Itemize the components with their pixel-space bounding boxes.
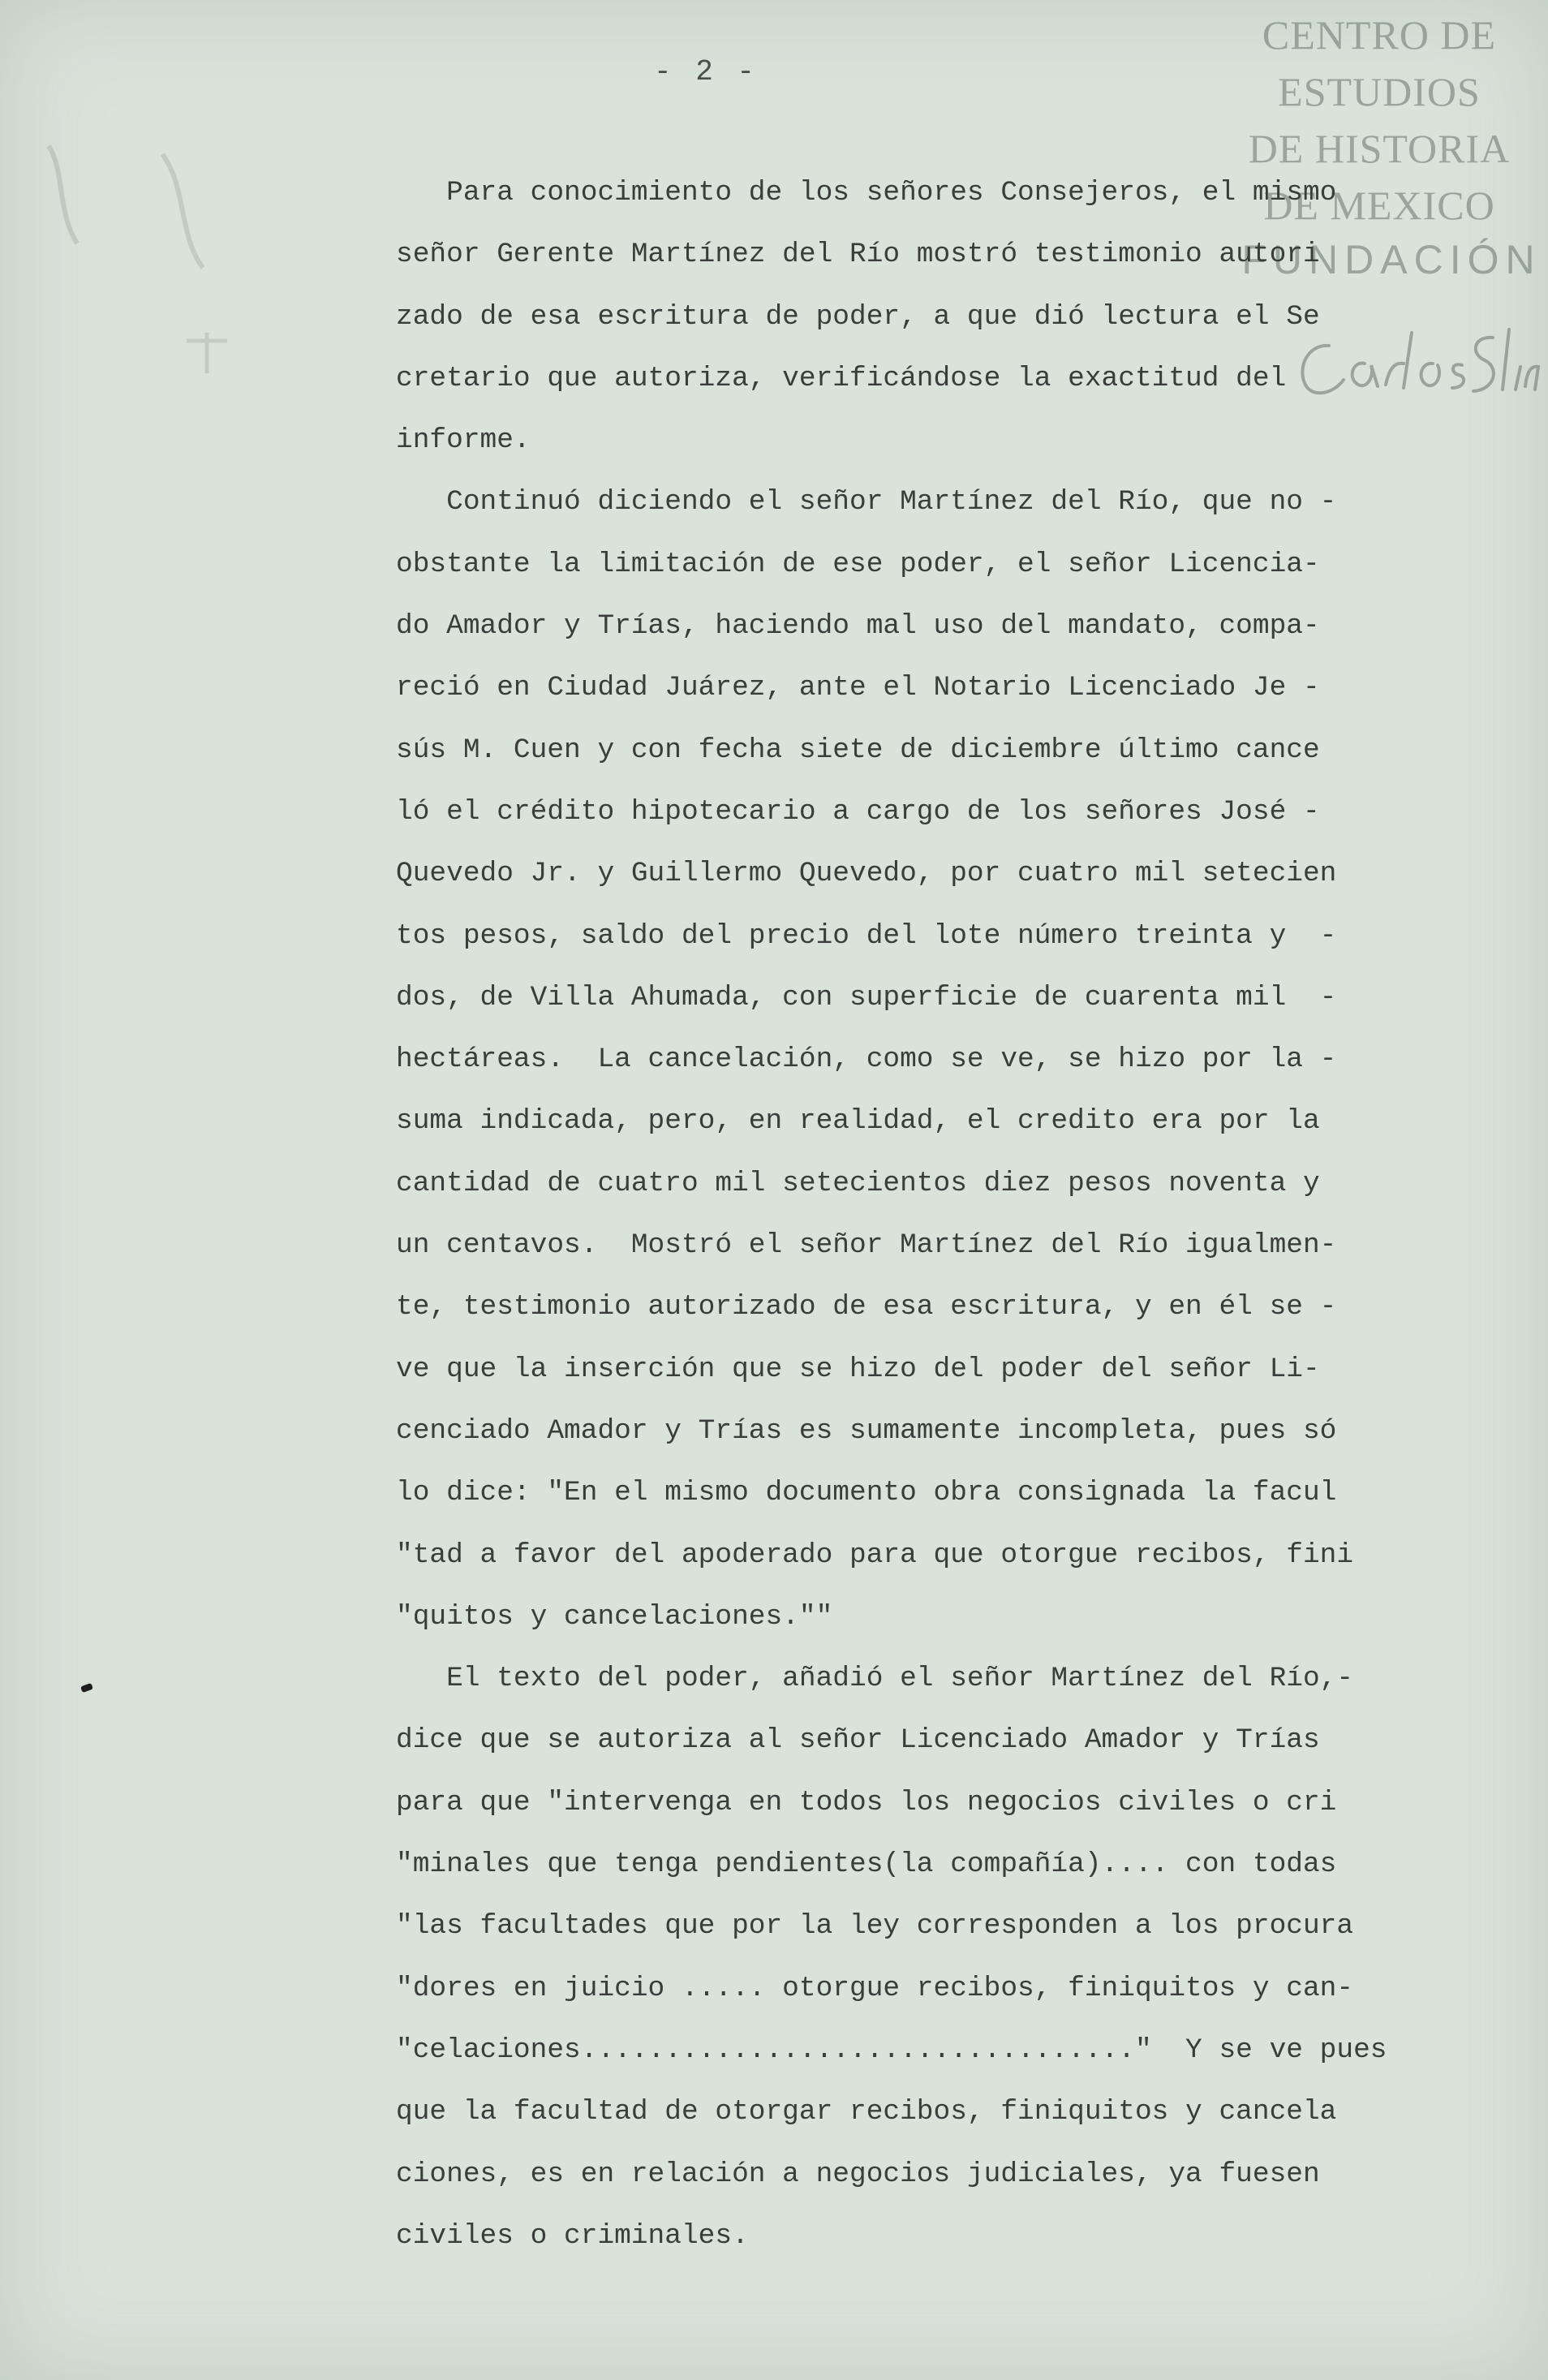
text-line: reció en Ciudad Juárez, ante el Notario Licenciado Je - [396,672,1320,704]
text-line: suma indicada, pero, en realidad, el credito era por la [396,1105,1320,1138]
text-line: "las facultades que por la ley corresponden a los procura [396,1910,1354,1943]
text-line: El texto del poder, añadió el señor Martínez del Río,- [396,1663,1354,1695]
text-line: cantidad de cuatro mil setecientos diez pesos noventa y [396,1167,1320,1199]
text-line: informe. [396,424,531,457]
text-line: "minales que tenga pendientes(la compañía).... con todas [396,1848,1337,1881]
text-line: te, testimonio autorizado de esa escritura, y en él se - [396,1291,1337,1323]
text-line: do Amador y Trías, haciendo mal uso del mandato, compa- [396,610,1320,643]
watermark-line: DE HISTORIA [1248,126,1511,171]
watermark-line: ESTUDIOS [1278,69,1481,114]
text-line: cretario que autoriza, verificándose la exactitud del [396,362,1287,394]
text-line: zado de esa escritura de poder, a que dió lectura el Se [396,300,1320,333]
text-line: que la facultad de otorgar recibos, finiquitos y cancela [396,2096,1337,2128]
text-line: "tad a favor del apoderado para que otorgue recibos, fini [396,1539,1354,1571]
watermark-line: DE MEXICO [1263,183,1495,228]
text-line: para que "intervenga en todos los negocios civiles o cri [396,1786,1337,1818]
text-line: Continuó diciendo el señor Martínez del Río, que no - [396,486,1337,519]
text-line: Quevedo Jr. y Guillermo Quevedo, por cuatro mil setecien [396,858,1337,890]
text-line: ve que la inserción que se hizo del poder del señor Li- [396,1353,1320,1385]
text-line: un centavos. Mostró el señor Martínez del Río igualmen- [396,1229,1337,1262]
text-line: obstante la limitación de ese poder, el señor Licencia- [396,548,1320,580]
text-line: dice que se autoriza al señor Licenciado Amador y Trías [396,1724,1320,1757]
text-line: lo dice: "En el mismo documento obra consignada la facul [396,1477,1337,1509]
ink-spot [80,1683,93,1693]
page-number: - 2 - [653,55,759,88]
typed-letter-body [396,162,1418,2267]
watermark-foundation: FUNDACIÓN [1241,237,1542,282]
text-line: dos, de Villa Ahumada, con superficie de cuarenta mil - [396,981,1337,1014]
text-line: hectáreas. La cancelación, como se ve, se hizo por la - [396,1044,1337,1076]
text-line: "celaciones................................." Y se ve pues [396,2034,1387,2066]
text-line: ló el crédito hipotecario a cargo de los señores José - [396,795,1320,828]
text-line: señor Gerente Martínez del Río mostró testimonio autori [396,239,1320,271]
text-line: "dores en juicio ..... otorgue recibos, finiquitos y can- [396,1972,1354,2004]
text-line: ciones, es en relación a negocios judiciales, ya fuesen [396,2158,1320,2190]
text-line: sús M. Cuen y con fecha siete de diciembre último cance [396,734,1320,766]
text-line: Para conocimiento de los señores Consejeros, el mismo [396,177,1337,209]
text-line: tos pesos, saldo del precio del lote número treinta y - [396,919,1337,952]
watermark-line: CENTRO DE [1262,12,1497,58]
text-line: "quitos y cancelaciones."" [396,1600,833,1633]
text-line: civiles o criminales. [396,2219,749,2252]
text-line: cenciado Amador y Trías es sumamente incompleta, pues só [396,1414,1337,1447]
bleed-through-marks [0,97,243,438]
